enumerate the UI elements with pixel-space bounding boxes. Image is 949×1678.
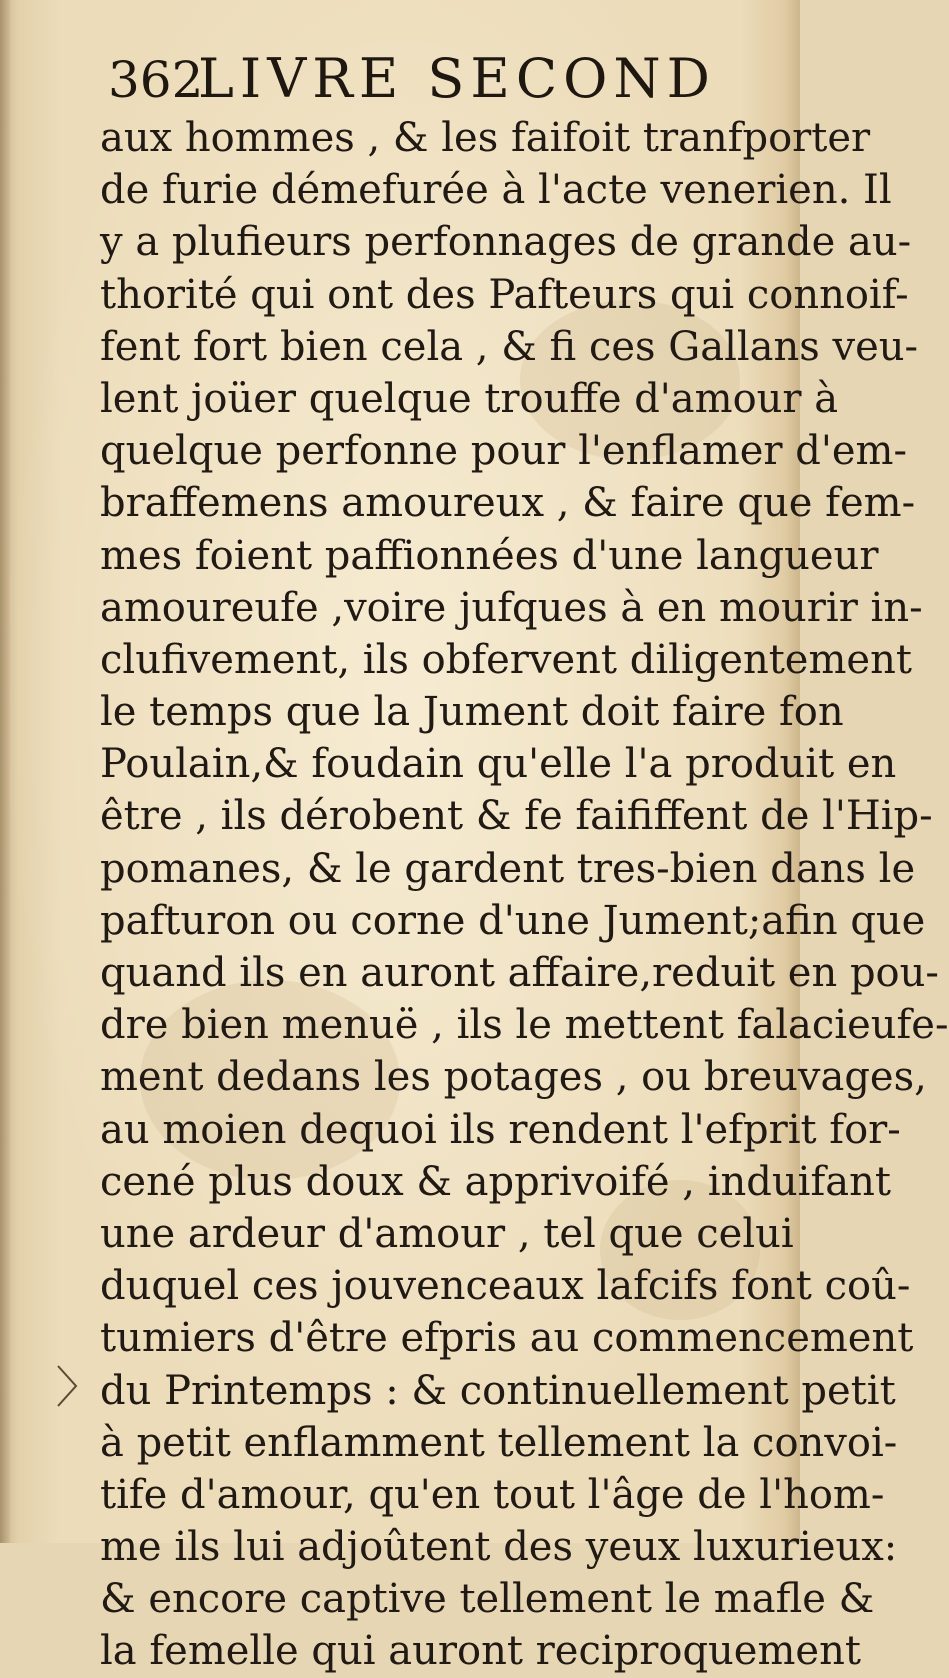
text-line: tumiers d'être efpris au commencement bbox=[100, 1315, 914, 1362]
text-line: au moien dequoi ils rendent l'efprit for- bbox=[100, 1106, 901, 1153]
text-line: du Printemps : & continuellement petit bbox=[100, 1367, 896, 1414]
text-line: aux hommes , & les faifoit tranfporter bbox=[100, 115, 871, 161]
text-line: quand ils en auront affaire,reduit en pou- bbox=[100, 950, 939, 996]
text-line: me ils lui adjoûtent des yeux luxurieux: bbox=[100, 1524, 898, 1571]
text-line: lent joüer quelque trouffe d'amour à bbox=[100, 375, 839, 422]
text-line: pomanes, & le gardent tres-bien dans le bbox=[100, 845, 916, 892]
text-line: y a plufieurs perfonnages de grande au- bbox=[100, 219, 912, 266]
page-binding-edge bbox=[0, 0, 10, 1543]
text-line: mes foient paffionnées d'une langueur bbox=[100, 532, 879, 579]
text-line: clufivement, ils obfervent diligentement bbox=[100, 636, 912, 683]
text-line: thorité qui ont des Pafteurs qui connoif- bbox=[100, 271, 909, 318]
running-head-title: LIVRE SECOND bbox=[198, 47, 716, 110]
text-line: fent fort bien cela , & fi ces Gallans veu- bbox=[100, 323, 919, 370]
text-line: pafturon ou corne d'une Jument;afin que bbox=[100, 897, 926, 944]
text-line: une ardeur d'amour , tel que celui bbox=[100, 1210, 794, 1257]
margin-mark-icon bbox=[54, 1362, 80, 1410]
text-line: braffemens amoureux , & faire que fem- bbox=[100, 480, 916, 527]
running-header bbox=[108, 46, 716, 112]
text-line: ment dedans les potages , ou breuvages, bbox=[100, 1054, 927, 1101]
text-line: de furie démefurée à l'acte venerien. Il bbox=[100, 167, 892, 214]
text-line: à petit enflamment tellement la convoi- bbox=[100, 1419, 898, 1466]
text-line: & encore captive tellement le mafle & bbox=[100, 1576, 875, 1623]
page-number: 362 bbox=[108, 51, 204, 109]
body-text bbox=[100, 112, 949, 1678]
text-line: duquel ces jouvenceaux lafcifs font coû- bbox=[100, 1263, 911, 1310]
text-line: la femelle qui auront reciproquement bbox=[100, 1628, 861, 1675]
text-line: amoureufe ,voire jufques à en mourir in- bbox=[100, 584, 923, 631]
text-line: dre bien menuë , ils le mettent falacieufe- bbox=[100, 1002, 949, 1049]
text-line: le temps que la Jument doit faire fon bbox=[100, 689, 844, 736]
text-line: cené plus doux & apprivoifé , induifant bbox=[100, 1158, 891, 1205]
text-line: quelque perfonne pour l'enflamer d'em- bbox=[100, 428, 907, 475]
text-line: tife d'amour, qu'en tout l'âge de l'hom- bbox=[100, 1471, 885, 1518]
text-line: être , ils dérobent & fe faififfent de l'Hip- bbox=[100, 793, 933, 840]
text-line: Poulain,& foudain qu'elle l'a produit en bbox=[100, 741, 897, 788]
